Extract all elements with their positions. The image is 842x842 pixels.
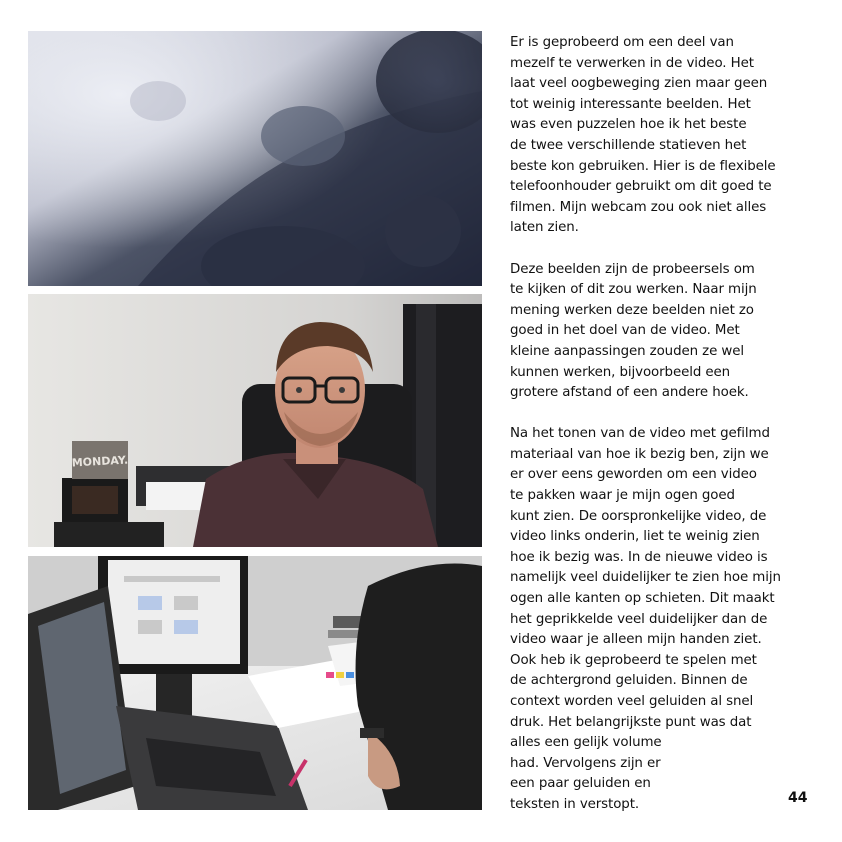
paragraph-2: Deze beelden zijn de probeersels om te kijken of dit zou werken. Naar mijn mening werken deze beelden niet zo goed in het doel van de video. Met kleine aanpassingen zouden ze wel kunnen werken, bijvoorbeeld een grotere afstand of een andere hoek. <box>510 261 757 401</box>
photo-desk-setup-graphic <box>28 556 482 810</box>
sign-text: MONDAY. <box>71 453 129 470</box>
page-number: 44 <box>788 790 808 806</box>
photo-dotted-surface-graphic <box>28 31 482 286</box>
body-text <box>510 33 822 816</box>
paragraph-3: Na het tonen van de video met gefilmd materiaal van hoe ik bezig ben, zijn we er over eens geworden om een video te pakken waar je mijn ogen goed kunt zien. De oorspronkelijke video, de video links onderin, liet te weinig zien hoe ik bezig was. In de nieuwe video is namelijk veel duidelijker te zien hoe mijn ogen alle kanten op schieten. Dit maakt het geprikkelde veel duidelijker dan de video waar je alleen mijn handen ziet. Ook heb ik geprobeerd te spelen met de achtergrond geluiden. Binnen de context worden veel geluiden al snel druk. Het belangrijkste punt was dat alles een gelijk volume had. Vervolgens zijn er een paar geluiden en teksten in verstopt. <box>510 426 781 812</box>
photo-man-in-office <box>28 294 482 547</box>
paragraph-1: Er is geprobeerd om een deel van mezelf te verwerken in de video. Het laat veel oogbeweging zien maar geen tot weinig interessante beelden. Het was even puzzelen hoe ik het beste de twee verschillende statieven het beste kon gebruiken. Hier is de flexibele telefoonhouder gebruikt om dit goed te filmen. Mijn webcam zou ook niet alles laten zien. <box>510 35 776 236</box>
photo-desk-setup <box>28 556 482 810</box>
photo-man-in-office-graphic <box>28 294 482 547</box>
photo-dotted-surface <box>28 31 482 286</box>
